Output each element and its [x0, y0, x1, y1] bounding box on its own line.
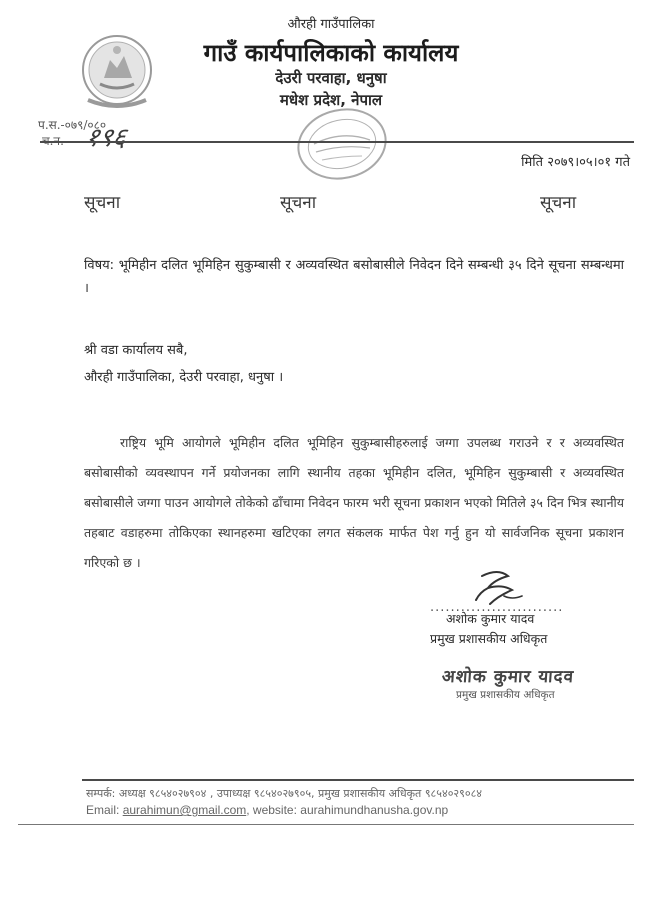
notice-heading-right: सूचना — [540, 193, 577, 213]
address-line-1: देउरी परवाहा, धनुषा — [275, 69, 387, 87]
address-line-2: मधेश प्रदेश, नेपाल — [279, 91, 383, 109]
email-label: Email: — [86, 803, 123, 817]
dispatch-label: च.न.- — [42, 134, 68, 148]
footer-email-website — [86, 803, 448, 817]
notice-body: राष्ट्रिय भूमि आयोगले भूमिहीन दलित भूमिहिन सुकुम्बासीहरुलाई जग्गा उपलब्ध गराउने र र अव्यवस्थित बसोबासीको व्यवस्थापन गर्ने प्रयोजनका लागि स्थानीय तहका भूमिहीन दलित, भूमिहिन सुकुम्बासी र अव्यवस्थित बसोबासीले जग्गा पाउन आयोगले तोकेको ढाँचामा निवेदन फारम भरी सूचना प्रकाशन भएको मितिले ३५ दिन भित्र स्थानीय तहबाट वडाहरुमा तोकिएका स्थानहरुमा खटिएका लगत संकलक मार्फत पेश गर्नु हुन यो सार्वजनिक सूचना प्रकाशन गरिएको छ । — [84, 435, 624, 570]
name-stamp-title: प्रमुख प्रशासकीय अधिकृत — [456, 689, 555, 701]
office-seal-icon — [292, 104, 392, 184]
notice-heading-center: सूचना — [280, 193, 317, 213]
municipality-name: औरही गाउँपालिका — [287, 17, 375, 32]
subject-line: विषय: भूमिहीन दलित भूमिहिन सुकुम्बासी र अव्यवस्थित बसोबासीले निवेदन दिने सम्बन्धी ३५ दिने सूचना सम्बन्धमा । — [84, 258, 624, 296]
footer-divider — [82, 779, 634, 781]
footer-bottom-rule — [18, 824, 634, 825]
footer-contact: सम्पर्क: अध्यक्ष ९८५४०२७९०४ , उपाध्यक्ष ९८५४०२७९०५, प्रमुख प्रशासकीय अधिकृत ९८५४०२९०८४ — [86, 787, 483, 800]
office-title: गाउँ कार्यपालिकाको कार्यालय — [203, 39, 459, 67]
header-divider — [40, 141, 634, 143]
notice-heading-left: सूचना — [84, 193, 121, 213]
website-label: , website: — [246, 803, 301, 817]
email-link[interactable]: aurahimun@gmail.com — [122, 803, 247, 817]
signatory-name: अशोक कुमार यादव — [446, 611, 535, 626]
name-stamp: अशोक कुमार यादव — [441, 667, 575, 687]
dispatch-number: १९६ — [83, 123, 129, 153]
signatory-title: प्रमुख प्रशासकीय अधिकृत — [430, 631, 548, 646]
issue-date: मिति २०७९।०५।०१ गते — [521, 155, 630, 170]
fiscal-year-ref: प.स.-०७९/०८० — [38, 118, 107, 132]
addressee-line-1: श्री वडा कार्यालय सबै, — [84, 343, 188, 358]
website-link[interactable]: aurahimundhanusha.gov.np — [300, 803, 449, 817]
addressee-line-2: औरही गाउँपालिका, देउरी परवाहा, धनुषा । — [84, 370, 284, 385]
signature-line: .......................... — [430, 600, 564, 615]
